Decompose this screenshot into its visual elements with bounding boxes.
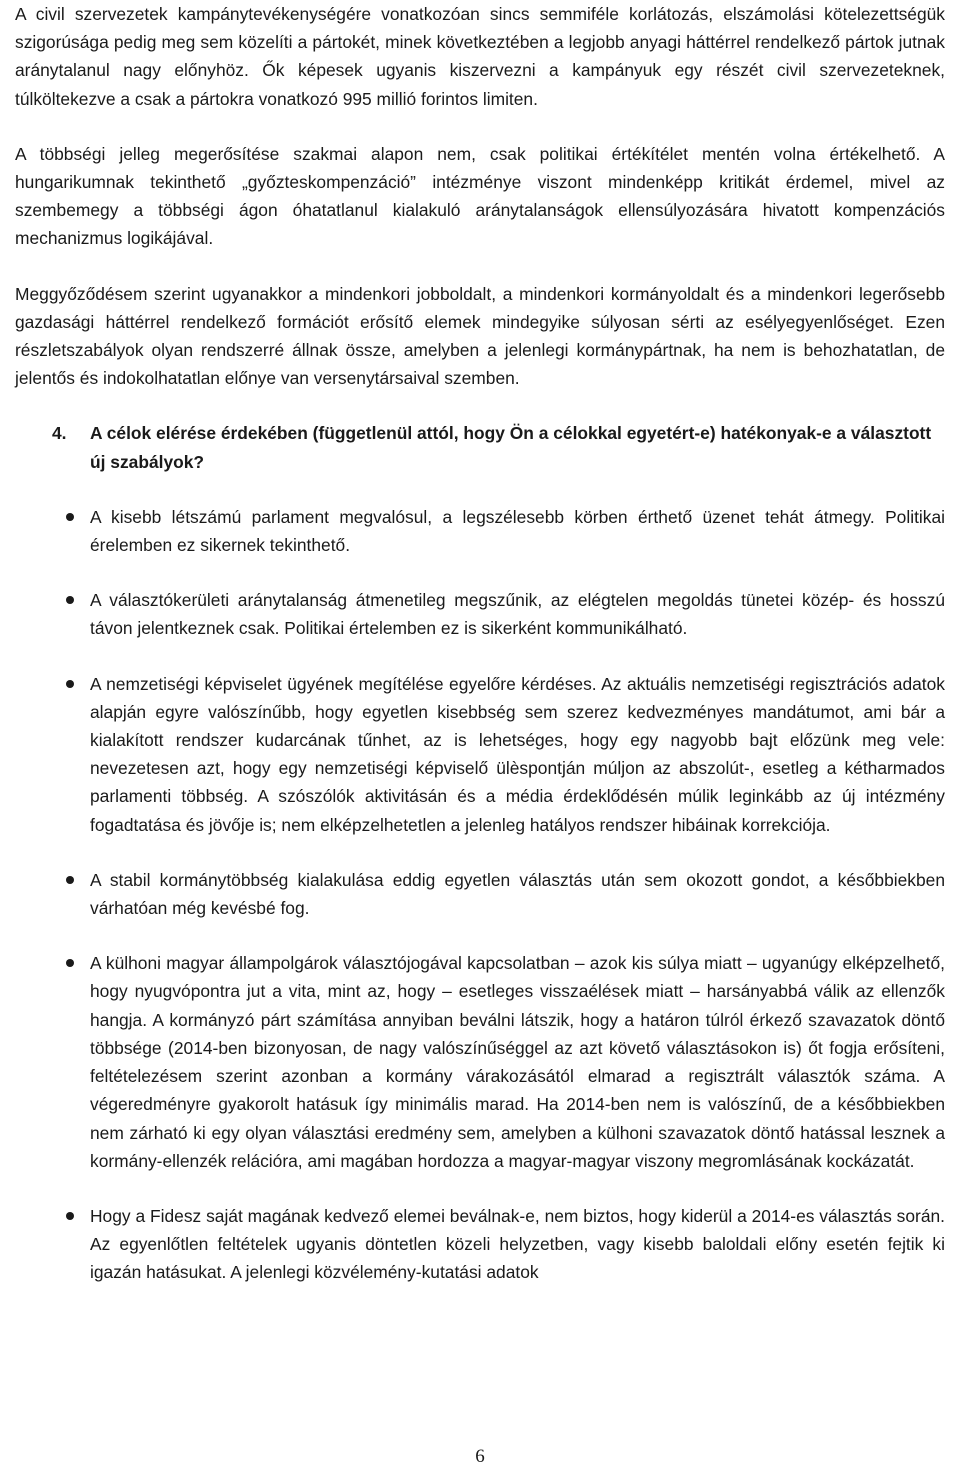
- paragraph-gap: [15, 253, 945, 280]
- bullet-icon: [15, 949, 90, 1175]
- question-heading: [52, 419, 945, 475]
- paragraph-majority-character: A többségi jelleg megerősítése szakmai alapon nem, csak politikai értékítélet mentén volna értékelhető. A hungarikumnak tekinthető „győzteskompenzáció” intézménye viszont mindenképp kritikát érdemel, mivel az szembemegy a többségi ágon óhatatlanul kialakuló aránytalanságok ellensúlyozására hivatott kompenzációs mechanizmus logikájával.: [15, 143, 945, 249]
- bullet-list: [15, 503, 945, 1287]
- list-item-text: A stabil kormánytöbbség kialakulása eddig egyetlen választás után sem okozott gondot, a későbbiekben várhatóan még kevésbé fog.: [90, 869, 945, 919]
- question-number: 4.: [52, 423, 67, 444]
- question-text: A célok elérése érdekében (függetlenül attól, hogy Ön a célokkal egyetért-e) hatékonyak-e a választott új szabályok?: [90, 423, 932, 472]
- list-item: [15, 503, 945, 559]
- list-item-text: A külhoni magyar állampolgárok választójogával kapcsolatban – azok kis súlya miatt – ugyanúgy elképzelhető, hogy nyugvópontra jut a vita, mint az, hogy – esetleges visszaélések miatt – harsányabbá válik az ellenzők hangja. A kormányzó párt számítása annyiban beválni látszik, hogy a határon túlról érkező szavazatok döntő többsége (2014-ben bizonyosan, de nagy valószínűséggel az azt követő választásokon is) őt fogja erősíteni, feltételezésem szerint azonban a kormány várakozásától elmarad a regisztrált választók száma. A végeredményre gyakorolt hatásuk így minimális marad. Ha 2014-ben nem is valószínű, de a későbbiekben nem zárható ki egy olyan választási eredmény sem, amelyben a külhoni szavazatok döntő hatással lesznek a kormány-ellenzék relációra, ami magában hordozza a magyar-magyar viszony megromlásának kockázatát.: [90, 953, 945, 1171]
- list-item: [15, 670, 945, 839]
- bullet-icon: [15, 586, 90, 642]
- list-item: [15, 1202, 945, 1287]
- bullet-icon: [15, 1202, 90, 1287]
- list-item: [15, 866, 945, 922]
- list-item-text: A nemzetiségi képviselet ügyének megítélése egyelőre kérdéses. Az aktuális nemzetiségi regisztrációs adatok alapján egyre valószínűbb, hogy egyetlen kisebbség sem szerez kedvezményes mandátumot, ami bár a kialakított rendszer kudarcának tűnhet, az is lehetséges, hogy egy nagyobb bajt előzünk meg vele: nevezetesen azt, hogy egy nemzetiségi képviselő ülèspontján múljon az abszolút-, esetleg a kétharmados parlamenti többség. A szószólók aktivitásán és a média érdeklődésén múlik leginkább az új intézmény fogadtatása és jövője is; nem elképzelhetetlen a jelenleg hatályos rendszer hibáinak korrekciója.: [90, 673, 945, 835]
- paragraph-civil-organizations: A civil szervezetek kampánytevékenységére vonatkozóan sincs semmiféle korlátozás, elszámolási kötelezettségük szigorúsága pedig meg sem közelíti a pártokét, minek következtében a legjobb anyagi háttérrel rendelkező pártok jutnak aránytalanul nagy előnyhöz. Ők képesek ugyanis kiszervezni a kampányuk egy részét civil szervezeteknek, túlköltekezve a csak a pártokra vonatkozó 995 millió forintos limiten.: [15, 4, 945, 109]
- list-item-text: A választókerületi aránytalanság átmenetileg megszűnik, az elégtelen megoldás tünetei közép- és hosszú távon jelentkeznek csak. Politikai értelemben ez is sikerként kommunikálható.: [90, 590, 945, 639]
- bullet-icon: [15, 503, 90, 559]
- list-item: [15, 586, 945, 642]
- bullet-icon: [15, 866, 90, 922]
- paragraph-conviction: Meggyőződésem szerint ugyanakkor a mindenkori jobboldalt, a mindenkori kormányoldalt és a mindenkori legerősebb gazdasági háttérrel rendelkező formációt erősítő elemek mindegyike súlyosan sérti az esélyegyenlőséget. Ezen részletszabályok olyan rendszerré állnak össze, amelyben a jelenlegi kormánypártnak, ha nem is behozhatatlan, de jelentős és indokolhatatlan előnye van versenytársaival szemben.: [15, 283, 945, 389]
- paragraph-gap: [15, 392, 945, 419]
- bullet-icon: [15, 670, 90, 839]
- list-item-text: A kisebb létszámú parlament megvalósul, a legszélesebb körben érthető üzenet tehát átmegy. Politikai érelemben ez sikernek tekinthető.: [90, 506, 945, 556]
- page-number: 6: [475, 1446, 485, 1467]
- paragraph-gap: [15, 113, 945, 140]
- list-item: [15, 949, 945, 1175]
- paragraph-gap: [15, 476, 945, 503]
- list-item-text: Hogy a Fidesz saját magának kedvező elemei beválnak-e, nem biztos, hogy kiderül a 2014-es választás során. Az egyenlőtlen feltételek ugyanis döntetlen közeli helyzetben, vagy kisebb baloldali előny esetén fejtik ki igazán hatásukat. A jelenlegi közvélemény-kutatási adatok: [90, 1205, 945, 1283]
